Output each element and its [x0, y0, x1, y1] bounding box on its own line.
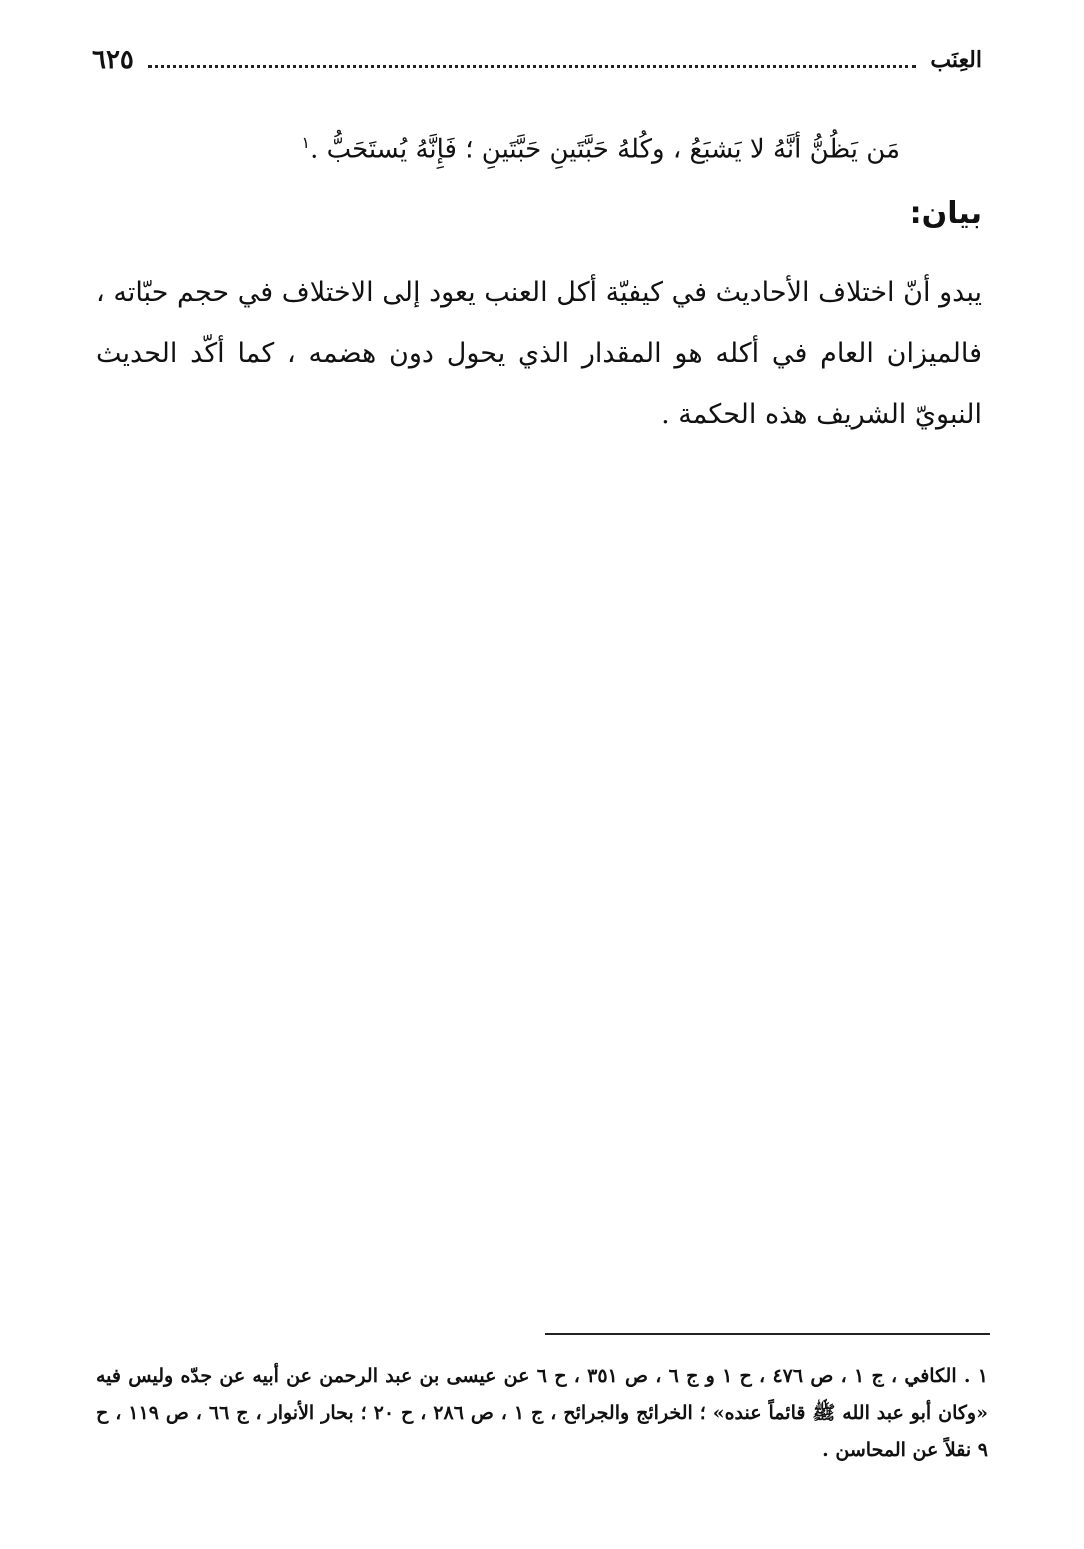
- footnote-divider: [545, 1333, 990, 1335]
- running-head: العِنَب: [930, 47, 982, 73]
- hadith-continuation: [130, 118, 900, 175]
- body-paragraph: يبدو أنّ اختلاف الأحاديث في كيفيّة أكل العنب يعود إلى الاختلاف في حجم حبّاته ، فالميزان العام في أكله هو المقدار الذي يحول دون هضمه ، كما أكّد الحديث النبويّ الشريف هذه الحكمة .: [96, 277, 982, 430]
- page-number: ٦٢٥: [92, 45, 134, 75]
- footnotes: [96, 1358, 988, 1469]
- section-heading: بيان:: [909, 196, 982, 231]
- footnote-reference: ١: [301, 133, 311, 152]
- dot-leader: [148, 61, 916, 68]
- hadith-text: مَن يَظُنُّ أنَّهُ لا يَشبَعُ ، وكُلهُ حَبَّتَينِ حَبَّتَينِ ؛ فَإِنَّهُ يُستَحَبُّ .: [310, 134, 900, 165]
- footnote-item: ١ . الكافي ، ج ١ ، ص ٤٧٦ ، ح ١ و ج ٦ ، ص ٣٥١ ، ح ٦ عن عيسى بن عبد الرحمن عن أبيه عن جدّه وليس فيه «وكان أبو عبد الله ﷺ قائماً عنده» ؛ الخرائج والجرائح ، ج ١ ، ص ٢٨٦ ، ح ٢٠ ؛ بحار الأنوار ، ج ٦٦ ، ص ١١٩ ، ح ٩ نقلاً عن المحاسن .: [96, 1365, 988, 1461]
- page-header: [92, 40, 982, 80]
